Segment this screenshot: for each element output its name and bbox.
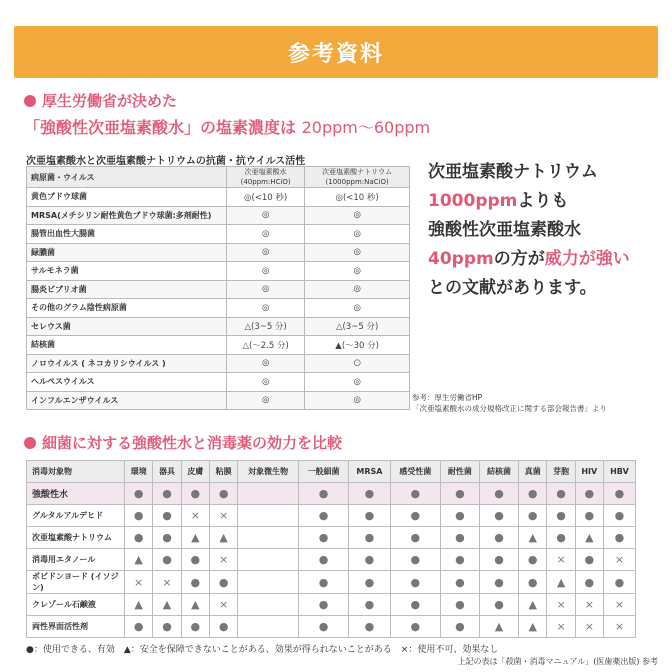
- efficacy-cell: ●: [153, 549, 181, 571]
- efficacy-cell: ×: [547, 594, 575, 616]
- banner-title: 参考資料: [287, 41, 384, 67]
- efficacy-cell: ●: [181, 616, 209, 638]
- efficacy-cell: ●: [479, 505, 518, 527]
- efficacy-cell: ●: [348, 483, 390, 505]
- efficacy-cell: ×: [603, 594, 635, 616]
- col-header: 感受性菌: [390, 461, 440, 483]
- table1-title: 次亜塩素酸水と次亜塩素酸ナトリウムの抗菌・抗ウイルス活性: [26, 156, 306, 167]
- efficacy-cell: ●: [440, 616, 479, 638]
- col-header: HBV: [603, 461, 635, 483]
- disinfectant-name: 強酸性水: [27, 483, 125, 505]
- efficacy-cell: ●: [390, 571, 440, 594]
- efficacy-cell: ●: [390, 549, 440, 571]
- efficacy-cell: ▲: [181, 527, 209, 549]
- efficacy-cell: ●: [440, 527, 479, 549]
- col-header: 対象微生物: [238, 461, 299, 483]
- efficacy-cell: ●: [209, 616, 237, 638]
- antibacterial-table: [26, 166, 410, 410]
- efficacy-cell: ●: [125, 505, 153, 527]
- callout-line3: 強酸性次亜塩素酸水: [428, 220, 581, 240]
- pathogen-cell: 腸炎ビブリオ菌: [27, 280, 227, 299]
- efficacy-cell: ●: [547, 505, 575, 527]
- efficacy-cell: ●: [519, 549, 547, 571]
- disinfectant-name: 次亜塩素酸ナトリウム: [27, 527, 125, 549]
- efficacy-cell: ●: [299, 505, 349, 527]
- section1-heading-text: 厚生労働省が決めた: [42, 92, 178, 110]
- efficacy-cell: ●: [479, 594, 518, 616]
- efficacy-cell: ●: [181, 549, 209, 571]
- table-row: [27, 336, 410, 355]
- hclo-cell: ◎: [227, 243, 305, 262]
- table-row: [27, 317, 410, 336]
- efficacy-cell: ●: [603, 483, 635, 505]
- efficacy-cell: ●: [348, 527, 390, 549]
- col-header: HIV: [575, 461, 603, 483]
- efficacy-cell: ▲: [575, 527, 603, 549]
- efficacy-cell: ▲: [209, 527, 237, 549]
- efficacy-cell: ●: [547, 483, 575, 505]
- efficacy-cell: ×: [209, 505, 237, 527]
- callout-line5: との文献があります。: [428, 278, 597, 298]
- efficacy-cell: ▲: [519, 594, 547, 616]
- efficacy-cell: ●: [125, 616, 153, 638]
- efficacy-cell: ●: [479, 527, 518, 549]
- pathogen-cell: ノロウイルス ( ネコカリシウイルス ): [27, 354, 227, 373]
- table-row: [27, 549, 636, 571]
- naclo-cell: ◎: [305, 262, 410, 281]
- table-row: [27, 373, 410, 392]
- pathogen-cell: 黄色ブドウ球菌: [27, 188, 227, 207]
- efficacy-cell: ▲: [125, 549, 153, 571]
- efficacy-cell: ●: [181, 483, 209, 505]
- efficacy-cell: [238, 616, 299, 638]
- callout-line4: 40ppmの方が威力が強い: [428, 249, 630, 269]
- efficacy-cell: ●: [153, 527, 181, 549]
- table-row: [27, 188, 410, 207]
- efficacy-cell: ×: [209, 549, 237, 571]
- table-row: [27, 299, 410, 318]
- hclo-cell: △(～2.5 分): [227, 336, 305, 355]
- pathogen-cell: その他のグラム陰性病原菌: [27, 299, 227, 318]
- efficacy-cell: ●: [209, 483, 237, 505]
- efficacy-cell: ●: [153, 505, 181, 527]
- pathogen-cell: MRSA(メチシリン耐性黄色ブドウ球菌:多剤耐性): [27, 206, 227, 225]
- table-row: [27, 527, 636, 549]
- naclo-cell: ◎(<10 秒): [305, 188, 410, 207]
- efficacy-cell: ×: [575, 594, 603, 616]
- pathogen-cell: 結核菌: [27, 336, 227, 355]
- efficacy-cell: ●: [348, 571, 390, 594]
- section2-heading: [24, 432, 342, 453]
- efficacy-cell: [238, 527, 299, 549]
- efficacy-cell: ×: [209, 594, 237, 616]
- col-header: 一般細菌: [299, 461, 349, 483]
- title-banner: [14, 26, 658, 78]
- bullet-dot-icon: [24, 95, 36, 107]
- col-header-naclo: 次亜塩素酸ナトリウム (1000ppm:NaCiO): [305, 167, 410, 188]
- col-header: 粘膜: [209, 461, 237, 483]
- disinfectant-name: 消毒用エタノール: [27, 549, 125, 571]
- efficacy-cell: ×: [603, 616, 635, 638]
- efficacy-cell: ●: [575, 549, 603, 571]
- naclo-cell: ◎: [305, 391, 410, 410]
- efficacy-cell: ●: [125, 527, 153, 549]
- callout-line2: 1000ppmよりも: [428, 191, 569, 211]
- col-header-pathogen: 病原菌・ウイルス: [27, 167, 227, 188]
- efficacy-cell: ×: [603, 549, 635, 571]
- naclo-cell: △(3~5 分): [305, 317, 410, 336]
- efficacy-cell: ●: [603, 505, 635, 527]
- col-header: 結核菌: [479, 461, 518, 483]
- efficacy-cell: ×: [181, 505, 209, 527]
- table-row: [27, 391, 410, 410]
- efficacy-cell: [238, 571, 299, 594]
- efficacy-cell: ▲: [181, 594, 209, 616]
- col-header: 皮膚: [181, 461, 209, 483]
- pathogen-cell: 緑膿菌: [27, 243, 227, 262]
- col-header: 耐性菌: [440, 461, 479, 483]
- hclo-cell: ◎: [227, 354, 305, 373]
- efficacy-cell: ●: [348, 505, 390, 527]
- efficacy-cell: ●: [390, 483, 440, 505]
- col-header: 芽胞: [547, 461, 575, 483]
- pathogen-cell: 腸管出血性大腸菌: [27, 225, 227, 244]
- naclo-cell: ◎: [305, 280, 410, 299]
- pathogen-cell: ヘルペスウイルス: [27, 373, 227, 392]
- efficacy-cell: ●: [479, 571, 518, 594]
- efficacy-cell: ●: [209, 571, 237, 594]
- efficacy-cell: ●: [440, 571, 479, 594]
- efficacy-cell: ●: [519, 505, 547, 527]
- col-header: MRSA: [348, 461, 390, 483]
- legend: ●：使用できる、有効 ▲：安全を保障できないことがある、効果が得られないことがある ×：使用不可、効果なし: [26, 645, 499, 655]
- col-header: 消毒対象物: [27, 461, 125, 483]
- hclo-cell: ◎: [227, 262, 305, 281]
- pathogen-cell: セレウス菌: [27, 317, 227, 336]
- efficacy-cell: [238, 594, 299, 616]
- efficacy-cell: ●: [299, 594, 349, 616]
- hclo-cell: ◎: [227, 391, 305, 410]
- naclo-cell: ▲(～30 分): [305, 336, 410, 355]
- table-row: [27, 262, 410, 281]
- efficacy-cell: ●: [547, 527, 575, 549]
- pathogen-cell: サルモネラ菌: [27, 262, 227, 281]
- hclo-cell: ◎: [227, 299, 305, 318]
- efficacy-cell: ●: [125, 483, 153, 505]
- disinfectant-comparison-table: [26, 460, 636, 638]
- efficacy-cell: ●: [390, 594, 440, 616]
- table-row: [27, 483, 636, 505]
- efficacy-cell: ●: [299, 571, 349, 594]
- hclo-cell: ◎: [227, 373, 305, 392]
- col-header: 環境: [125, 461, 153, 483]
- naclo-cell: ◎: [305, 243, 410, 262]
- col-header-hclo: 次亜塩素酸水 (40ppm:HCiO): [227, 167, 305, 188]
- efficacy-cell: ▲: [153, 594, 181, 616]
- col-header: 真菌: [519, 461, 547, 483]
- efficacy-cell: ●: [348, 616, 390, 638]
- disinfectant-name: 両性界面活性剤: [27, 616, 125, 638]
- efficacy-cell: ●: [390, 505, 440, 527]
- efficacy-cell: [238, 483, 299, 505]
- disinfectant-name: クレゾール石鹸液: [27, 594, 125, 616]
- hclo-cell: ◎(<10 秒): [227, 188, 305, 207]
- efficacy-cell: [238, 505, 299, 527]
- table-row: [27, 616, 636, 638]
- hclo-cell: ◎: [227, 280, 305, 299]
- section1-heading: [24, 90, 177, 111]
- naclo-cell: ◎: [305, 206, 410, 225]
- efficacy-cell: ●: [299, 483, 349, 505]
- source-line2: 「次亜塩素酸水の成分規格改正に関する部会報告書」より: [412, 404, 607, 413]
- efficacy-cell: ●: [479, 549, 518, 571]
- efficacy-cell: ×: [575, 616, 603, 638]
- pathogen-cell: インフルエンザウイルス: [27, 391, 227, 410]
- efficacy-cell: ●: [440, 483, 479, 505]
- comparison-callout: [428, 158, 630, 303]
- efficacy-cell: ×: [125, 571, 153, 594]
- table-row: [27, 354, 410, 373]
- naclo-cell: ◎: [305, 373, 410, 392]
- subheading-value: 20ppm～60ppm: [301, 118, 431, 137]
- section2-heading-text: 細菌に対する強酸性水と消毒薬の効力を比較: [42, 434, 343, 452]
- table-row: [27, 571, 636, 594]
- efficacy-cell: ●: [348, 594, 390, 616]
- efficacy-cell: ●: [479, 483, 518, 505]
- efficacy-cell: ●: [348, 549, 390, 571]
- section1-subheading: [24, 115, 430, 138]
- efficacy-cell: ●: [299, 527, 349, 549]
- naclo-cell: ◎: [305, 225, 410, 244]
- efficacy-cell: ●: [575, 505, 603, 527]
- efficacy-cell: ●: [390, 527, 440, 549]
- efficacy-cell: ▲: [479, 616, 518, 638]
- efficacy-cell: [238, 549, 299, 571]
- efficacy-cell: ×: [153, 571, 181, 594]
- table-row: [27, 225, 410, 244]
- table-row: [27, 505, 636, 527]
- efficacy-cell: ▲: [519, 527, 547, 549]
- efficacy-cell: ●: [440, 549, 479, 571]
- efficacy-cell: ●: [390, 616, 440, 638]
- source-line1: 参考：厚生労働省HP: [412, 393, 483, 402]
- credit-note: 上記の表は「殺菌・消毒マニュアル」(医歯薬出版) 参考: [457, 657, 658, 666]
- disinfectant-name: グルタルアルデヒド: [27, 505, 125, 527]
- hclo-cell: △(3~5 分): [227, 317, 305, 336]
- efficacy-cell: ×: [547, 549, 575, 571]
- naclo-cell: ○: [305, 354, 410, 373]
- naclo-cell: ◎: [305, 299, 410, 318]
- table-row: [27, 206, 410, 225]
- efficacy-cell: ●: [603, 571, 635, 594]
- table-row: [27, 243, 410, 262]
- efficacy-cell: ●: [519, 571, 547, 594]
- efficacy-cell: ●: [440, 594, 479, 616]
- hclo-cell: ◎: [227, 225, 305, 244]
- efficacy-cell: ●: [153, 616, 181, 638]
- efficacy-cell: ●: [153, 483, 181, 505]
- efficacy-cell: ●: [575, 571, 603, 594]
- efficacy-cell: ▲: [547, 571, 575, 594]
- efficacy-cell: ●: [603, 527, 635, 549]
- efficacy-cell: ●: [440, 505, 479, 527]
- bullet-dot-icon: [24, 437, 36, 449]
- table-row: [27, 594, 636, 616]
- hclo-cell: ◎: [227, 206, 305, 225]
- efficacy-cell: ●: [181, 571, 209, 594]
- callout-line1: 次亜塩素酸ナトリウム: [428, 162, 598, 182]
- source-note: [412, 392, 607, 414]
- efficacy-cell: ×: [547, 616, 575, 638]
- efficacy-cell: ●: [299, 616, 349, 638]
- disinfectant-name: ポビドンヨード (イソジン): [27, 571, 125, 594]
- efficacy-cell: ▲: [519, 616, 547, 638]
- table-row: [27, 280, 410, 299]
- col-header: 器具: [153, 461, 181, 483]
- efficacy-cell: ●: [299, 549, 349, 571]
- subheading-prefix: 「強酸性次亜塩素酸水」の塩素濃度は: [24, 118, 302, 137]
- efficacy-cell: ●: [519, 483, 547, 505]
- efficacy-cell: ●: [575, 483, 603, 505]
- efficacy-cell: ▲: [125, 594, 153, 616]
